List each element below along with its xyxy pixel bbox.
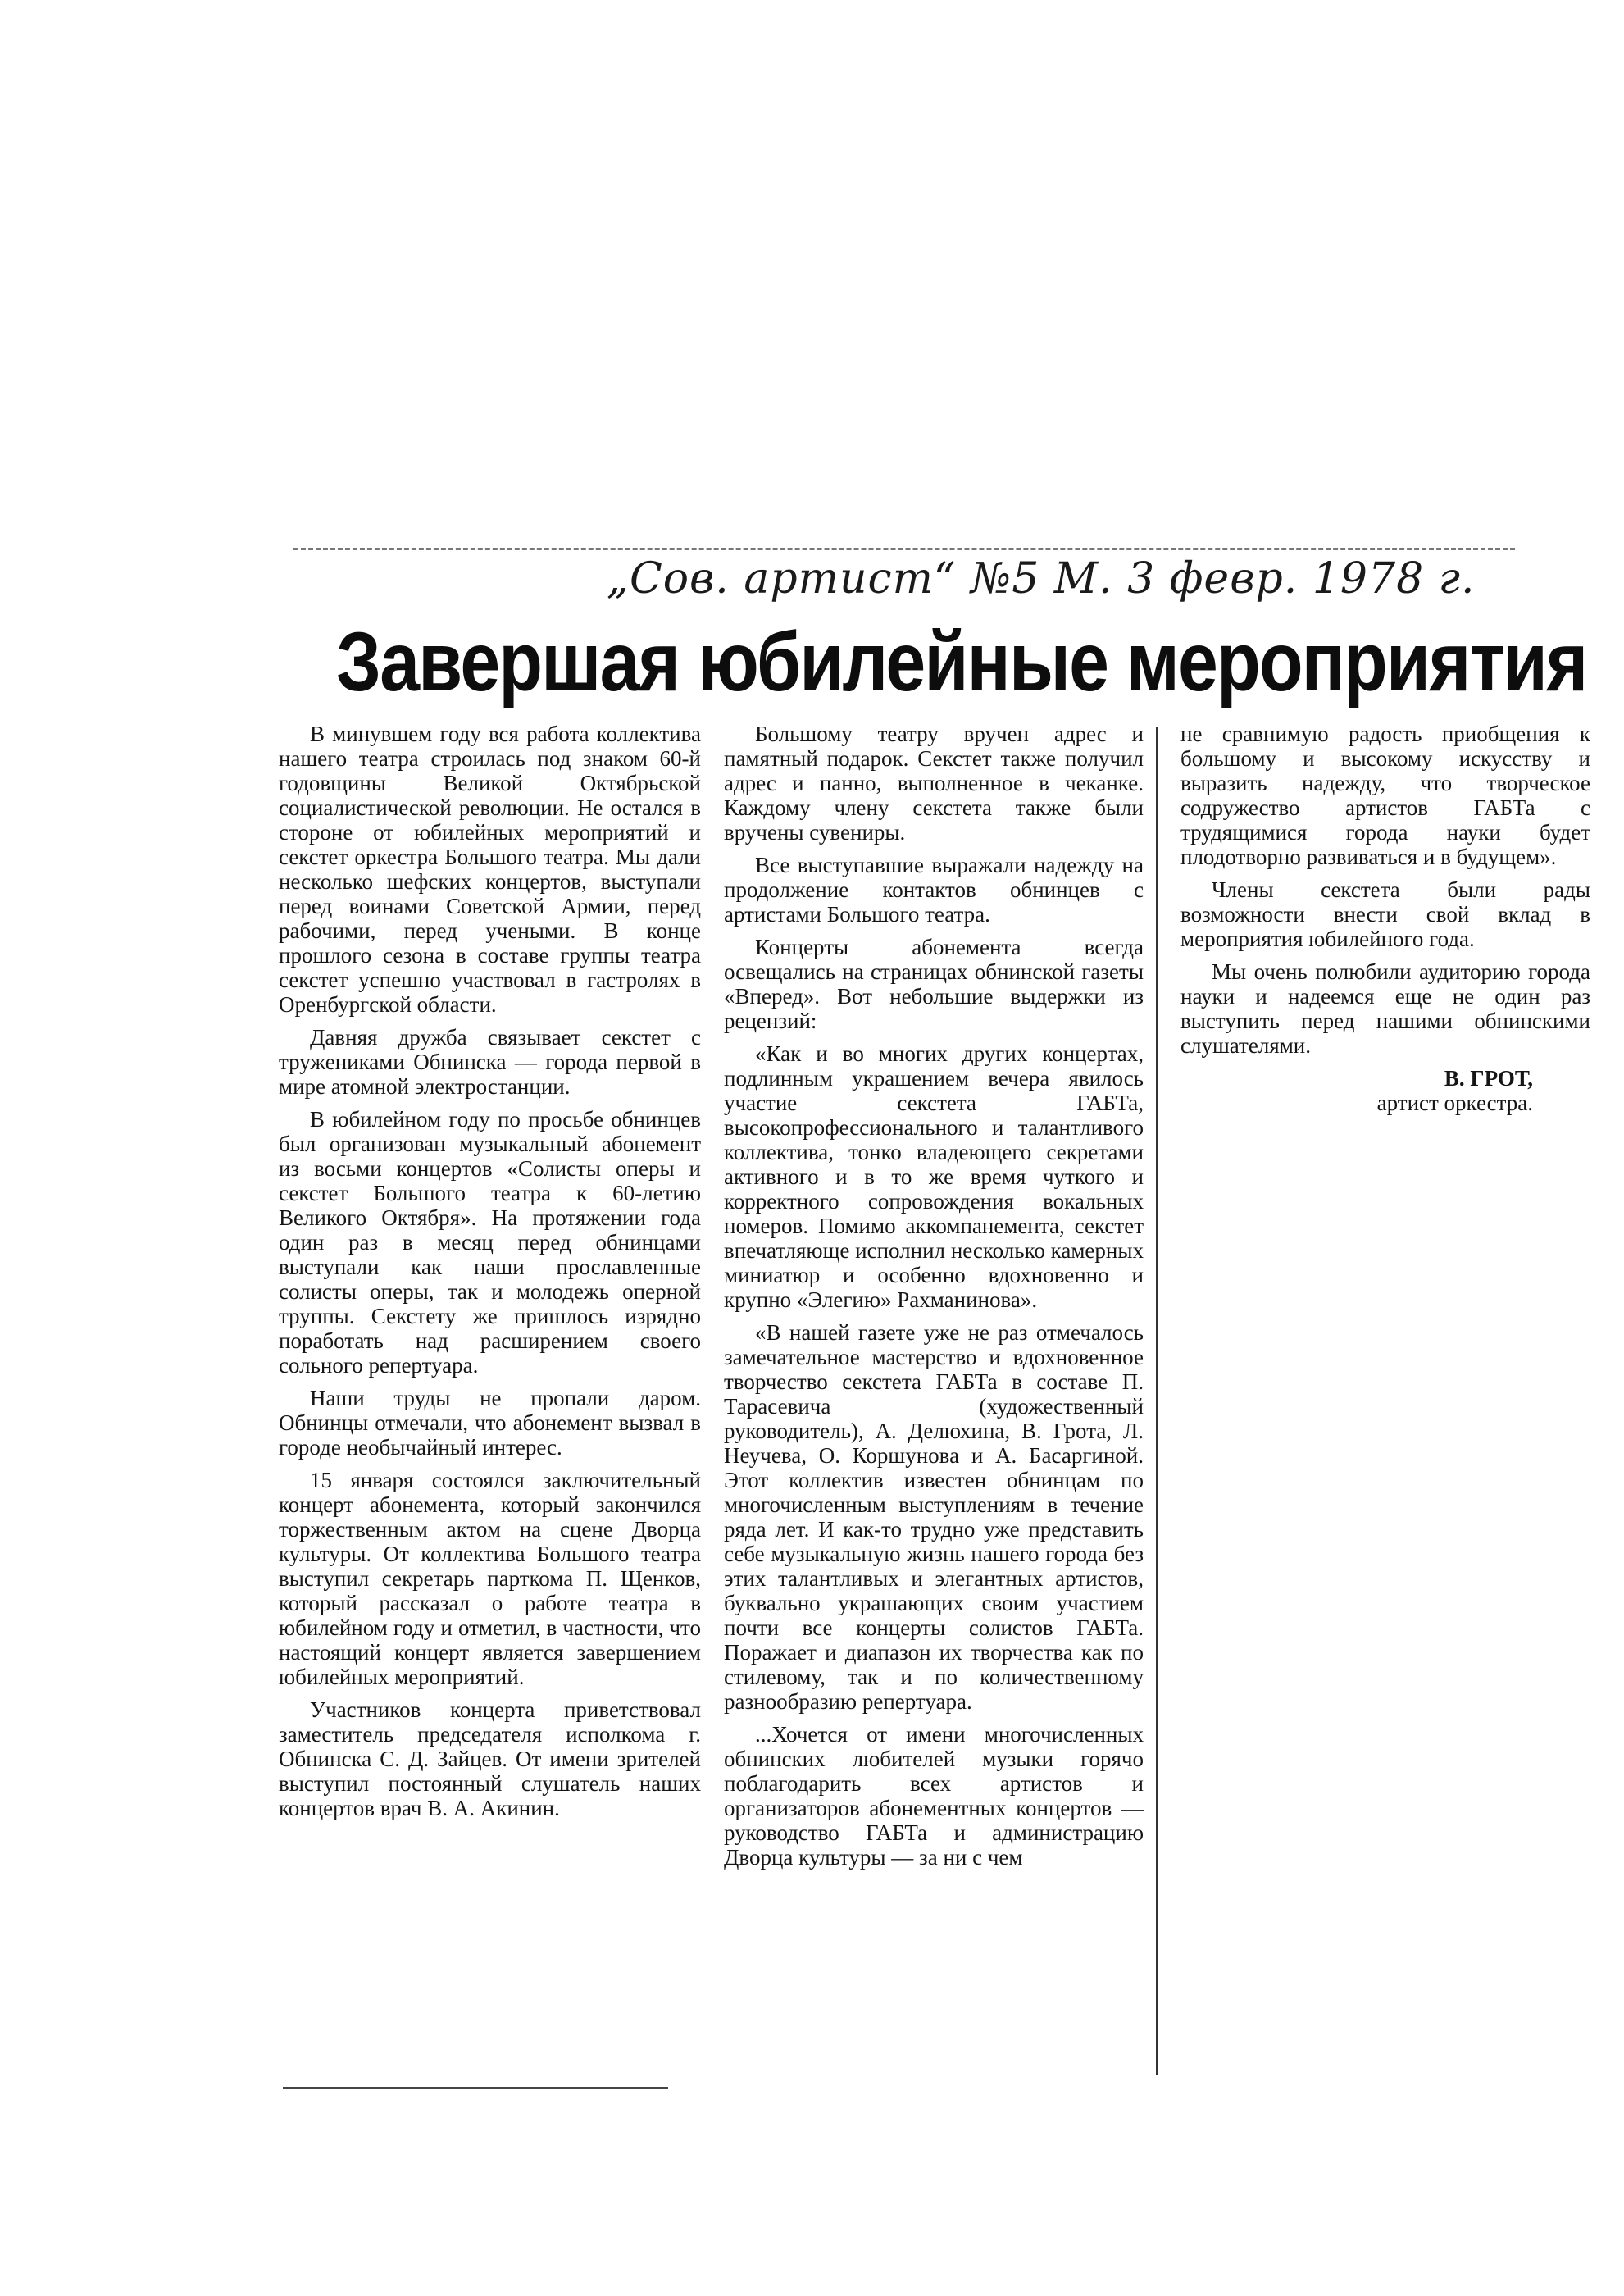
paragraph: Мы очень полюбили аудиторию города науки и надеемся еще не один раз выступить перед нашими обнинскими слушателями. <box>1180 959 1590 1058</box>
article-column-3 <box>1180 722 1590 1296</box>
author-role: артист оркестра. <box>1376 1091 1533 1115</box>
article-column-1 <box>279 722 701 2083</box>
column-divider <box>1156 727 1158 2075</box>
paragraph: В юбилейном году по просьбе обнинцев был организован музыкальный абонемент из восьми концертов «Солисты оперы и секстет Большого театра к 60-летию Великого Октября». На протяжении года один раз в месяц перед обнинцами выступали как наши прославленные солисты оперы, так и молодежь оперной труппы. Секстету же пришлось изрядно поработать над расширением своего сольного репертуара. <box>279 1107 701 1378</box>
paragraph: Члены секстета были рады возможности внести свой вклад в мероприятия юбилейного года. <box>1180 877 1590 951</box>
article-headline: Завершая юбилейные мероприятия <box>336 615 1587 708</box>
paragraph: Концерты абонемента всегда освещались на страницах обнинской газеты «Вперед». Вот небольшие выдержки из рецензий: <box>724 935 1144 1033</box>
paragraph: Большому театру вручен адрес и памятный подарок. Секстет также получил адрес и панно, выполненное в чеканке. Каждому члену секстета также были вручены сувениры. <box>724 722 1144 845</box>
bottom-rule <box>283 2087 668 2089</box>
paragraph: Наши труды не пропали даром. Обнинцы отмечали, что абонемент вызвал в городе необычайный интерес. <box>279 1386 701 1460</box>
paragraph: Участников концерта приветствовал заместитель председателя исполкома г. Обнинска С. Д. Зайцев. От имени зрителей выступил постоянный слушатель наших концертов врач В. А. Акинин. <box>279 1697 701 1820</box>
paragraph: не сравнимую радость приобщения к большому и высокому искусству и выразить надежду, что творческое содружество артистов ГАБТа с трудящимися города науки будет плодотворно развиваться и в будущем». <box>1180 722 1590 869</box>
article-column-2 <box>724 722 1144 2083</box>
paragraph: 15 января состоялся заключительный концерт абонемента, который закончился торжественным актом на сцене Дворца культуры. От коллектива Большого театра выступил секретарь парткома П. Щенков, который рассказал о работе театра в юбилейном году и отметил, в частности, что настоящий концерт является завершением юбилейных мероприятий. <box>279 1468 701 1689</box>
paragraph: Все выступавшие выражали надежду на продолжение контактов обнинцев с артистами Большого театра. <box>724 853 1144 927</box>
paragraph: «Как и во многих других концертах, подлинным украшением вечера явилось участие секстета ГАБТа, высокопрофессионального и талантливого коллектива, тонко владеющего секретами активного и в то же время чуткого и корректного сопровождения вокальных номеров. Помимо аккомпанемента, секстет впечатляюще исполнил несколько камерных миниатюр и особенно вдохновенно и крупно «Элегию» Рахманинова». <box>724 1041 1144 1312</box>
paragraph: ...Хочется от имени многочисленных обнинских любителей музыки горячо поблагодарить всех артистов и организаторов абонементных концертов — руководство ГАБТа и администрацию Дворца культуры — за ни с чем <box>724 1722 1144 1870</box>
paragraph: Давняя дружба связывает секстет с тружениками Обнинска — города первой в мире атомной электростанции. <box>279 1025 701 1099</box>
author-signature: В. ГРОТ, <box>1444 1066 1533 1091</box>
paragraph: «В нашей газете уже не раз отмечалось замечательное мастерство и вдохновенное творчество секстета ГАБТа в составе П. Тарасевича (художественный руководитель), А. Делюхина, В. Грота, Л. Неучева, О. Коршунова и А. Басаргиной. Этот коллектив известен обнинцам по многочисленным выступлениям в течение ряда лет. И как-то трудно уже представить себе музыкальную жизнь нашего города без этих талантливых и элегантных артистов, буквально украшающих своим участием почти все концерты солистов ГАБТа. Поражает и диапазон их творчества как по стилевому, так и по количественному разнообразию репертуара. <box>724 1320 1144 1714</box>
handwritten-source-note: „Сов. артист“ №5 М. 3 февр. 1978 г. <box>607 554 1476 604</box>
paragraph: В минувшем году вся работа коллектива нашего театра строилась под знаком 60-й годовщины Великой Октябрьской социалистической революции. Не остался в стороне от юбилейных мероприятий и секстет оркестра Большого театра. Мы дали несколько шефских концертов, выступали перед воинами Советской Армии, перед рабочими, перед учеными. В конце прошлого сезона в составе группы театра секстет успешно участвовал в гастролях в Оренбургской области. <box>279 722 701 1017</box>
